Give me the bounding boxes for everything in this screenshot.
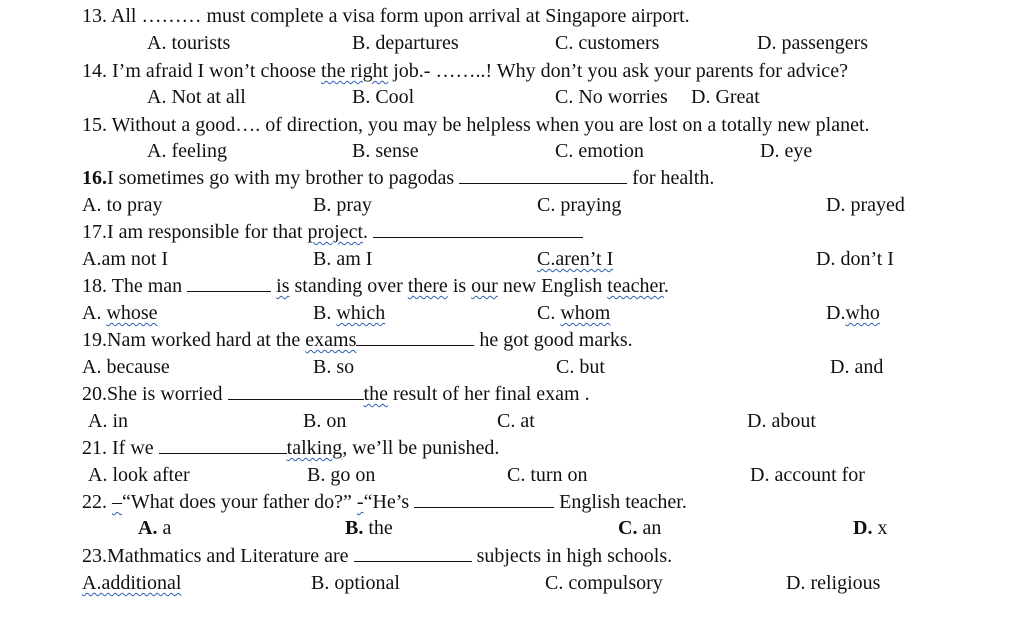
question-21-option-d: D. account for: [750, 464, 865, 486]
question-20-option-b: B. on: [303, 410, 347, 432]
question-22-option-b-word: the: [363, 517, 393, 539]
question-15-stem: 15. Without a good…. of direction, you may be helpless when you are lost on a totally new planet.: [82, 114, 870, 136]
question-15-option-a: A. feeling: [147, 140, 227, 162]
question-13-text-a: 13. All ………: [82, 5, 202, 27]
question-18-option-c: [537, 303, 610, 323]
question-18-text-b: standing over: [294, 275, 403, 297]
question-14-option-b: B. Cool: [352, 86, 415, 108]
question-20-option-c: C. at: [497, 410, 535, 432]
question-22-number: 22.: [82, 491, 112, 513]
question-22-option-b: [345, 518, 393, 538]
question-19-stem: [82, 330, 633, 350]
question-21-text-b: , we’ll be punished.: [342, 437, 500, 459]
question-16-text-b: for health.: [632, 167, 715, 189]
question-22-option-c-word: an: [637, 517, 662, 539]
question-14-option-d: D. Great: [691, 86, 760, 108]
question-22-option-a-word: a: [157, 517, 172, 539]
question-21-option-a: A. look after: [88, 464, 190, 486]
question-23-option-b: B. optional: [311, 572, 400, 594]
question-19-option-a: A. because: [82, 356, 170, 378]
question-20-blank: [228, 399, 364, 400]
question-14-text-b: job.- ……..! Why don’t you ask your parents for advice?: [388, 60, 848, 82]
question-21-option-c: C. turn on: [507, 464, 588, 486]
question-13-option-a: A. tourists: [147, 32, 231, 54]
question-21-blank: [159, 453, 287, 454]
question-21-underlined-word: talking: [286, 437, 343, 459]
question-14-text-a: 14. I’m afraid I won’t choose: [82, 60, 322, 82]
question-23-blank: [354, 561, 472, 562]
question-18-option-d-letter: D.: [826, 302, 846, 324]
question-18-period: .: [663, 275, 669, 297]
question-16-blank: [459, 183, 627, 184]
question-19-option-b: B. so: [313, 356, 355, 378]
question-18-underlined-teacher: teacher: [607, 275, 664, 297]
question-20-option-a: A. in: [88, 410, 128, 432]
question-22-option-b-letter: B.: [345, 517, 364, 539]
question-14-stem: [82, 61, 848, 81]
question-15-option-c: C. emotion: [555, 140, 644, 162]
question-17-text-a: 17.I am responsible for that: [82, 221, 308, 243]
question-17-option-c: C.aren’t I: [537, 248, 614, 270]
question-20-underlined-word: the: [363, 383, 388, 405]
question-18-underlined-our: our: [471, 275, 498, 297]
question-18-option-d-word: who: [845, 302, 880, 324]
question-17-underlined-word: project: [307, 221, 364, 243]
question-13-option-c: C. customers: [555, 32, 660, 54]
question-17-text-b: .: [363, 221, 369, 243]
question-22-option-c: [618, 518, 661, 538]
question-23-text-a: 23.Mathmatics and Literature are: [82, 545, 349, 567]
question-18-option-a: [82, 303, 158, 323]
question-21-stem: [82, 438, 499, 458]
question-18-underlined-there: there: [407, 275, 448, 297]
question-18-text-a: 18. The man: [82, 275, 183, 297]
question-18-option-c-letter: C.: [537, 302, 561, 324]
question-16-number: 16.: [82, 167, 107, 189]
question-15-option-d: D. eye: [760, 140, 813, 162]
question-20-text-a: 20.She is worried: [82, 383, 223, 405]
question-18-option-d: [826, 303, 880, 323]
question-13-option-b: B. departures: [352, 32, 459, 54]
question-21-text-a: 21. If we: [82, 437, 154, 459]
question-19-text-a: 19.Nam worked hard at the: [82, 329, 306, 351]
question-22-option-c-letter: C.: [618, 517, 638, 539]
question-22-text-a: “What does your father do?”: [122, 491, 357, 513]
question-16-option-d: D. prayed: [826, 194, 905, 216]
question-22-option-d-word: x: [872, 517, 888, 539]
question-22-option-a-letter: A.: [138, 517, 158, 539]
question-19-underlined-word: exams: [305, 329, 357, 351]
question-14-option-a: A. Not at all: [147, 86, 246, 108]
question-22-text-c: English teacher.: [559, 491, 687, 513]
question-20-option-d: D. about: [747, 410, 816, 432]
question-18-option-c-word: whom: [560, 302, 611, 324]
question-22-dash-a: –: [112, 491, 122, 513]
question-19-option-c: C. but: [556, 356, 605, 378]
question-17-option-b: B. am I: [313, 248, 373, 270]
question-18-stem: [82, 276, 669, 296]
question-16-stem: [82, 168, 714, 188]
question-22-option-d-letter: D.: [853, 517, 873, 539]
question-22-option-a: [138, 518, 171, 538]
question-20-stem: [82, 384, 590, 404]
question-23-option-a: A.additional: [82, 572, 182, 594]
question-23-option-c: C. compulsory: [545, 572, 663, 594]
question-19-option-d: D. and: [830, 356, 884, 378]
question-22-text-b: “He’s: [363, 491, 410, 513]
question-18-text-c: is: [452, 275, 467, 297]
question-16-option-b: B. pray: [313, 194, 372, 216]
question-22-blank: [414, 507, 554, 508]
question-22-dash-b: -: [356, 491, 364, 513]
question-17-option-d: D. don’t I: [816, 248, 894, 270]
question-18-option-b-word: which: [336, 302, 386, 324]
question-23-text-b: subjects in high schools.: [476, 545, 673, 567]
question-14-underlined-phrase: the right: [321, 60, 389, 82]
question-13-text-b: must complete a visa form upon arrival at Singapore airport.: [201, 5, 690, 27]
question-18-blank: [187, 291, 271, 292]
question-23-option-d: D. religious: [786, 572, 881, 594]
question-16-text-a: I sometimes go with my brother to pagodas: [107, 167, 455, 189]
question-18-option-b-letter: B.: [313, 302, 337, 324]
question-18-text-d: new English: [502, 275, 603, 297]
question-17-blank: [373, 237, 583, 238]
question-13-option-d: D. passengers: [757, 32, 869, 54]
question-23-stem: [82, 546, 672, 566]
question-22-stem: [82, 492, 687, 512]
question-15-option-b: B. sense: [352, 140, 419, 162]
question-18-option-b: [313, 303, 385, 323]
question-17-option-a: A.am not I: [82, 248, 169, 270]
question-22-option-d: [853, 518, 887, 538]
question-16-option-a: A. to pray: [82, 194, 163, 216]
question-19-blank: [356, 345, 474, 346]
question-16-option-c: C. praying: [537, 194, 622, 216]
question-14-option-c: C. No worries: [555, 86, 668, 108]
question-17-stem: [82, 222, 583, 242]
question-18-option-a-letter: A.: [82, 302, 107, 324]
question-19-text-b: he got good marks.: [479, 329, 633, 351]
question-20-text-b: result of her final exam .: [387, 383, 590, 405]
question-18-option-a-word: whose: [106, 302, 158, 324]
question-18-underlined-is: is: [276, 275, 290, 297]
question-13-stem: [82, 6, 690, 26]
question-21-option-b: B. go on: [307, 464, 376, 486]
